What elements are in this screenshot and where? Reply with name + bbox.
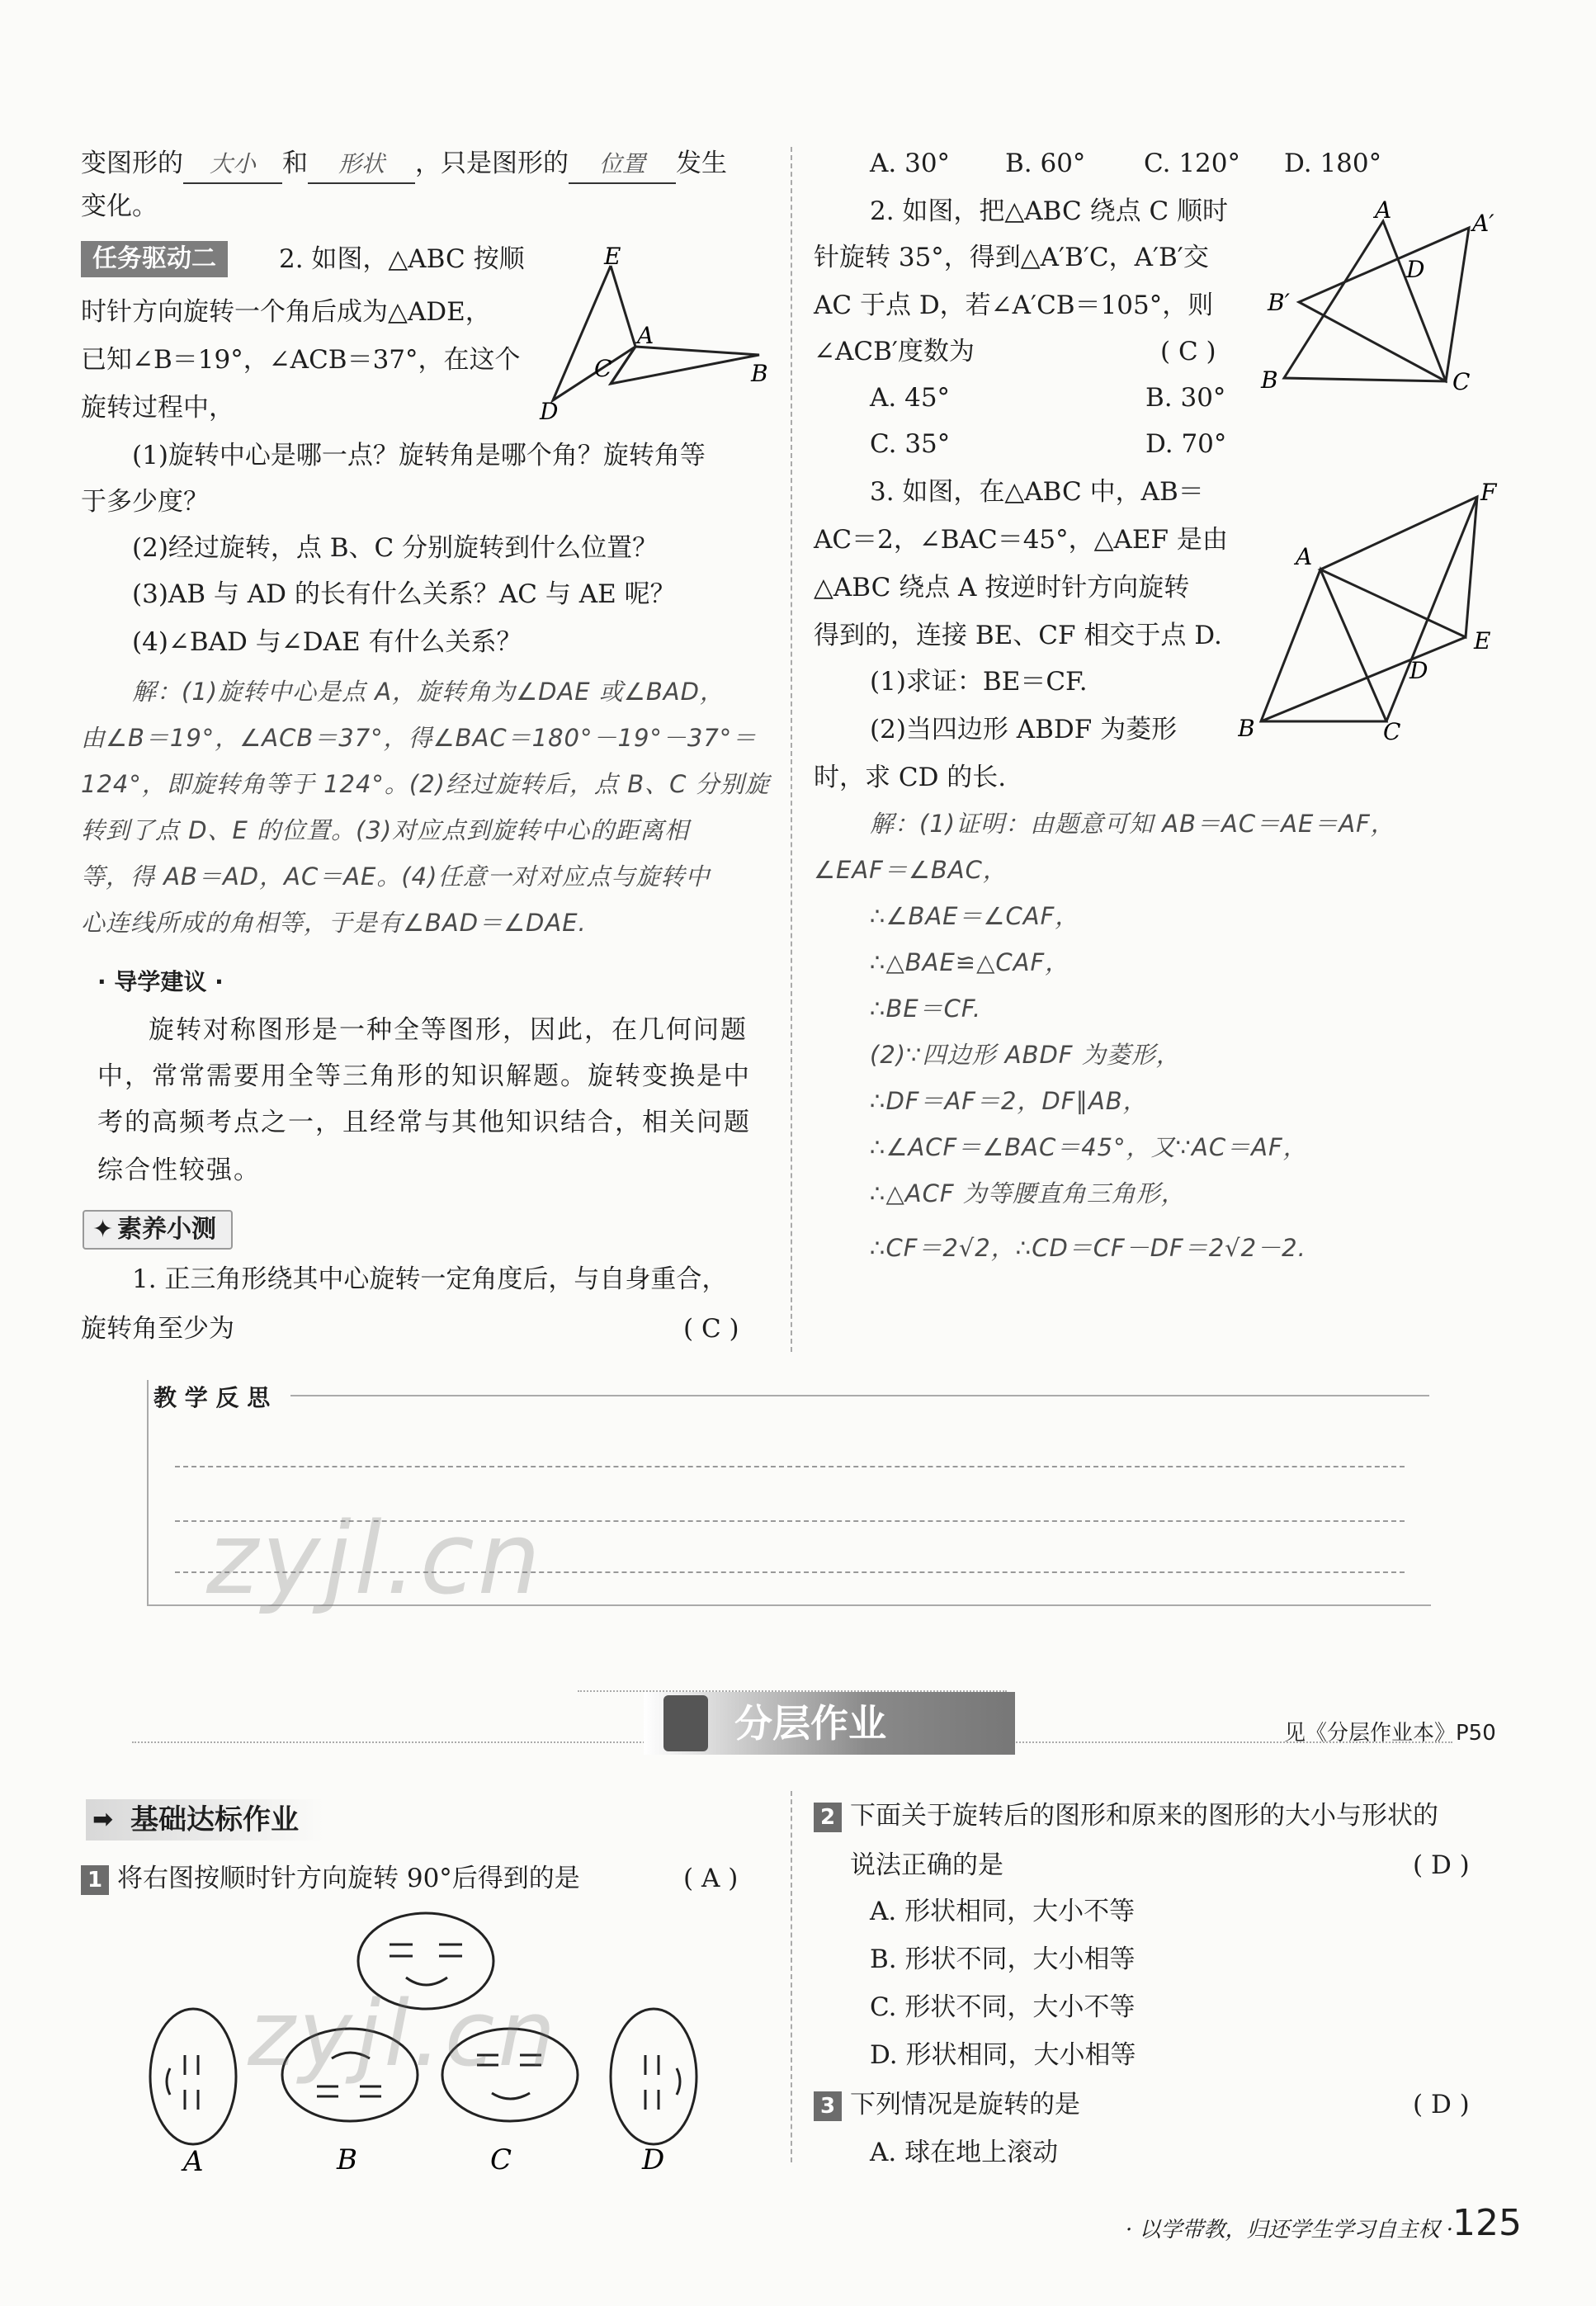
q-4: (4)∠BAD 与∠DAE 有什么关系？ <box>132 627 522 657</box>
quiz-title-box <box>83 1210 233 1250</box>
layer-banner <box>644 1692 1015 1755</box>
q-1: (1)旋转中心是哪一点？旋转角是哪个角？旋转角等 <box>132 441 706 470</box>
q3b-number-badge: 3 <box>814 2091 842 2121</box>
guide-line-1: 旋转对称图形是一种全等图形，因此，在几何问题 <box>149 1015 748 1045</box>
q2r-label-a: A <box>1375 196 1392 224</box>
blank-shape: 形状 <box>308 146 415 184</box>
q3r-sol-6: (2)∵四边形 ABDF 为菱形， <box>870 1041 1181 1069</box>
q2r-label-b-prime: B′ <box>1268 289 1290 316</box>
arrow-icon: ➡ <box>92 1805 114 1834</box>
sol-3: 124°，即旋转角等于 124°。(2)经过旋转后，点 B、C 分别旋 <box>81 770 770 798</box>
task2-line-3: 已知∠B＝19°，∠ACB＝37°，在这个 <box>81 345 521 375</box>
quiz-opt-c: C. 120° <box>1144 149 1240 178</box>
q3r-line-1: 3. 如图，在△ABC 中，AB＝ <box>870 477 1204 507</box>
column-divider <box>791 147 792 1352</box>
layer-ref: 见《分层作业本》P50 <box>1284 1721 1496 1746</box>
column-divider-bottom <box>791 1791 792 2162</box>
choice-b: B <box>337 2143 357 2176</box>
q3r-line-7: 时，求 CD 的长. <box>814 763 1007 792</box>
fig-label-e: E <box>604 243 621 270</box>
q2r-opt-a: A. 45° <box>870 383 951 413</box>
choice-d: D <box>642 2143 665 2176</box>
task2-line-1: 2. 如图，△ABC 按顺 <box>279 244 525 274</box>
fig-label-d: D <box>540 398 559 425</box>
intro-text-and: 和 <box>282 149 308 178</box>
quiz-q1-line2: 旋转角至少为 <box>81 1314 234 1344</box>
q2b-opt-a: A. 形状相同，大小不等 <box>870 1897 1136 1926</box>
quiz-q1-answer: ( C ) <box>683 1314 739 1344</box>
q-2: (2)经过旋转，点 B、C 分别旋转到什么位置？ <box>132 533 659 563</box>
q-3: (3)AB 与 AD 的长有什么关系？AC 与 AE 呢？ <box>132 579 676 609</box>
quiz-opt-d: D. 180° <box>1284 149 1382 178</box>
q3r-label-e: E <box>1474 627 1491 654</box>
task2-figure <box>528 239 776 429</box>
q2r-answer: ( C ) <box>1160 337 1216 366</box>
q3b-answer: ( D ) <box>1413 2090 1470 2119</box>
intro-text-1: 变图形的 <box>81 149 183 178</box>
q2r-label-d: D <box>1406 256 1425 283</box>
q2r-opt-b: B. 30° <box>1145 383 1226 413</box>
q3r-line-3: △ABC 绕点 A 按逆时针方向旋转 <box>814 573 1190 602</box>
banner-logo-icon <box>663 1695 708 1751</box>
q2r-label-c: C <box>1452 368 1471 395</box>
q3b-line-1 <box>814 2086 1080 2123</box>
q2r-opt-c: C. 35° <box>870 429 951 459</box>
sol-4: 转到了点 D、E 的位置。(3)对应点到旋转中心的距离相 <box>81 816 690 844</box>
q3r-sol-3: ∴∠BAE＝∠CAF， <box>870 902 1080 930</box>
q2r-label-a-prime: A′ <box>1472 210 1494 237</box>
q3r-sol-8: ∴∠ACF＝∠BAC＝45°，又∵AC＝AF， <box>870 1133 1308 1161</box>
quiz-opt-a: A. 30° <box>870 149 951 178</box>
sol-6: 心连线所成的角相等，于是有∠BAD＝∠DAE. <box>81 909 587 937</box>
q3r-sol-1: 解：(1)证明：由题意可知 AB＝AC＝AE＝AF， <box>870 810 1395 838</box>
q3r-line-2: AC＝2，∠BAC＝45°，△AEF 是由 <box>814 525 1228 555</box>
intro-text-post: 发生 <box>676 149 727 178</box>
q3r-sol-5: ∴BE＝CF. <box>870 995 982 1023</box>
q2b-opt-c: C. 形状不同，大小不等 <box>870 1992 1136 2022</box>
intro-line-2: 变化。 <box>81 191 158 221</box>
q3r-sol-2: ∠EAF＝∠BAC， <box>814 856 1008 884</box>
guide-line-4: 综合性较强。 <box>97 1155 261 1185</box>
q2b-opt-d: D. 形状相同，大小相等 <box>870 2040 1136 2070</box>
q3r-label-f: F <box>1480 480 1497 506</box>
task2-line-2: 时针方向旋转一个角后成为△ADE， <box>81 297 491 327</box>
task-tag: 任务驱动二 <box>81 241 228 277</box>
diamond-icon: ✦ <box>92 1215 114 1244</box>
basic-q1-answer: ( A ) <box>683 1864 739 1893</box>
q3r-sol-10: ∴CF＝2√2，∴CD＝CF－DF＝2√2－2. <box>870 1234 1306 1262</box>
reflection-title: 教 学 反 思 <box>153 1384 271 1411</box>
q3r-sol-9: ∴△ACF 为等腰直角三角形， <box>870 1179 1186 1207</box>
q2b-line-2: 说法正确的是 <box>850 1850 1003 1880</box>
footer-slogan: · 以学带教，归还学生学习自主权 · <box>1126 2218 1454 2242</box>
page-number: 125 <box>1452 2202 1522 2244</box>
reflection-line-1[interactable] <box>175 1466 1405 1467</box>
basic-title-box <box>86 1799 323 1841</box>
q2r-line-3: AC 于点 D，若∠A′CB＝105°，则 <box>814 291 1214 320</box>
watermark-2: zyjl.cn <box>248 1981 560 2086</box>
q3r-label-d: D <box>1409 657 1428 684</box>
reflection-title-rule <box>290 1395 1429 1396</box>
fig-label-b: B <box>751 360 768 387</box>
basic-q1 <box>81 1860 580 1897</box>
blank-position: 位置 <box>569 146 676 184</box>
basic-q1-text: 将右图按顺时针方向旋转 90°后得到的是 <box>117 1864 580 1893</box>
q3r-sol-4: ∴△BAE≌△CAF， <box>870 948 1070 976</box>
guide-line-3: 考的高频考点之一，且经常与其他知识结合，相关问题 <box>97 1108 751 1137</box>
q2r-line-2: 针旋转 35°，得到△A′B′C，A′B′交 <box>814 243 1209 272</box>
sol-2: 由∠B＝19°，∠ACB＝37°，得∠BAC＝180°－19°－37°＝ <box>81 724 758 752</box>
q2r-figure <box>1251 195 1507 401</box>
q3r-line-6: (2)当四边形 ABDF 为菱形 <box>870 715 1178 744</box>
sol-5: 等，得 AB＝AD，AC＝AE。(4)任意一对对应点与旋转中 <box>81 862 711 891</box>
q2r-label-b: B <box>1261 366 1278 394</box>
layer-title: 分层作业 <box>734 1701 886 1746</box>
q3r-figure <box>1238 480 1510 753</box>
choice-c: C <box>490 2143 512 2176</box>
q1-number-badge: 1 <box>81 1865 109 1895</box>
choice-a: A <box>183 2145 204 2178</box>
q3r-label-a: A <box>1296 543 1313 570</box>
quiz-q1-line1: 1. 正三角形绕其中心旋转一定角度后，与自身重合， <box>132 1264 728 1294</box>
q3b-opt-a: A. 球在地上滚动 <box>870 2138 1059 2167</box>
q3b-text: 下列情况是旋转的是 <box>850 2090 1080 2119</box>
watermark-1: zyjl.cn <box>206 1502 544 1617</box>
q2r-line-4: ∠ACB′度数为 <box>814 337 975 366</box>
q2b-text-1: 下面关于旋转后的图形和原来的图形的大小与形状的 <box>850 1801 1438 1831</box>
intro-text-mid: ，只是图形的 <box>415 149 569 178</box>
q-1b: 于多少度？ <box>81 487 209 517</box>
guide-line-2: 中，常常需要用全等三角形的知识解题。旋转变换是中 <box>97 1061 751 1091</box>
sol-1: 解：(1)旋转中心是点 A，旋转角为∠DAE 或∠BAD， <box>132 678 725 706</box>
q2b-number-badge: 2 <box>814 1803 842 1832</box>
quiz-title: 素养小测 <box>117 1215 216 1244</box>
blank-size: 大小 <box>183 146 282 184</box>
task2-line-4: 旋转过程中， <box>81 393 234 423</box>
q3r-label-b: B <box>1238 715 1255 742</box>
q2b-answer: ( D ) <box>1413 1850 1470 1880</box>
q3r-line-4: 得到的，连接 BE、CF 相交于点 D. <box>814 621 1222 650</box>
quiz-opt-b: B. 60° <box>1005 149 1086 178</box>
fig-label-c: C <box>594 355 612 382</box>
q3r-label-c: C <box>1383 718 1401 745</box>
guide-title: · 导学建议 · <box>97 968 224 995</box>
q3r-sol-7: ∴DF＝AF＝2，DF∥AB， <box>870 1087 1148 1115</box>
q2r-line-1: 2. 如图，把△ABC 绕点 C 顺时 <box>870 196 1229 226</box>
q2r-opt-d: D. 70° <box>1145 429 1227 459</box>
fig-label-a: A <box>637 322 654 349</box>
q2b-line-1 <box>814 1798 1438 1834</box>
basic-title: 基础达标作业 <box>130 1803 299 1836</box>
intro-line-1 <box>81 145 727 184</box>
q3r-line-5: (1)求证：BE＝CF. <box>870 667 1088 697</box>
q2b-opt-b: B. 形状不同，大小相等 <box>870 1945 1136 1974</box>
